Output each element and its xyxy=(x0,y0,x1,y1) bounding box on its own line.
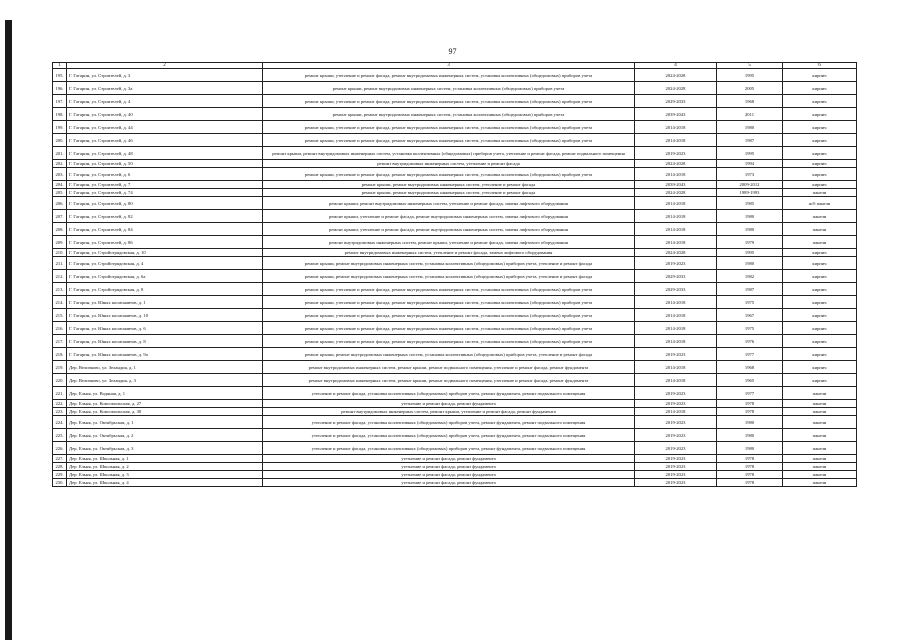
work-types-cell: ремонт крыши, ремонт внутридомовых инженерных систем, установка коллективных (общедомовых) приборов учета, утепление и ремонт фасада xyxy=(263,257,635,270)
address-cell: Г. Гагарин, ул. Строителей, д. 3а xyxy=(67,82,263,95)
wall-material-cell: панели xyxy=(783,479,857,487)
work-types-cell: утепление и ремонт фасада, ремонт фундамента xyxy=(263,400,635,408)
row-number: 195. xyxy=(53,69,67,82)
col-header: 6 xyxy=(783,63,857,69)
work-types-cell: ремонт крыши, ремонт внутридомовых инженерных систем, утепление и ремонт фасада xyxy=(263,189,635,197)
period-cell: 2019-2023 xyxy=(635,471,717,479)
period-cell: 2014-2018 xyxy=(635,361,717,374)
work-types-cell: ремонт внутридомовых инженерных систем, ремонт крыши, утепление и ремонт фасада, ремонт фундамента xyxy=(263,408,635,416)
wall-material-cell: кирпич xyxy=(783,108,857,121)
table-row xyxy=(53,210,857,223)
work-types-cell: утепление и ремонт фасада, ремонт фундамента xyxy=(263,471,635,479)
address-cell: Г. Гагарин, ул. Строителей, д. 3 xyxy=(67,69,263,82)
work-types-cell: ремонт крыши, утепление и ремонт фасада, ремонт внутридомовых инженерных систем, установка коллективных (общедомовых) приборов учета xyxy=(263,95,635,108)
table-row xyxy=(53,108,857,121)
work-types-cell: ремонт внутридомовых инженерных систем, утепление и ремонт фасада xyxy=(263,160,635,168)
wall-material-cell: кирпич xyxy=(783,270,857,283)
work-types-cell: ремонт крыши, утепление и ремонт фасада, ремонт внутридомовых инженерных систем, установка коллективных (общедомовых) приборов учета xyxy=(263,283,635,296)
col-header: 3 xyxy=(263,63,635,69)
wall-material-cell: кирпич xyxy=(783,249,857,257)
wall-material-cell: кирпич xyxy=(783,374,857,387)
wall-material-cell: панели xyxy=(783,408,857,416)
period-cell: 2029-2033 xyxy=(635,270,717,283)
address-cell: Г. Гагарин, ул. Юных космонавтов, д. 9а xyxy=(67,348,263,361)
construction-year-cell: 1979 xyxy=(717,236,783,249)
work-types-cell: ремонт внутридомовых инженерных систем, ремонт крыши, ремонт подвального помещения, утепление и ремонт фасада, ремонт фундамента xyxy=(263,361,635,374)
construction-year-cell: 1968 xyxy=(717,95,783,108)
row-number: 200. xyxy=(53,134,67,147)
construction-year-cell: 1980 xyxy=(717,442,783,455)
row-number: 218. xyxy=(53,348,67,361)
row-number: 199. xyxy=(53,121,67,134)
construction-year-cell: 1977 xyxy=(717,387,783,400)
construction-year-cell: 1987 xyxy=(717,134,783,147)
wall-material-cell: панели xyxy=(783,387,857,400)
period-cell: 2019-2023 xyxy=(635,429,717,442)
row-number: 223. xyxy=(53,408,67,416)
row-number: 203. xyxy=(53,168,67,181)
row-number: 219. xyxy=(53,361,67,374)
table-row xyxy=(53,387,857,400)
work-types-cell: ремонт крыши, ремонт внутридомовых инженерных систем, установка коллективных (общедомовых) приборов учета, утепление и ремонт фасада, ремонт подвального помещения xyxy=(263,147,635,160)
row-number: 210. xyxy=(53,249,67,257)
address-cell: Дер. Ельня, ул. Октябрьская, д. 3 xyxy=(67,442,263,455)
table-row xyxy=(53,471,857,479)
wall-material-cell: панели xyxy=(783,400,857,408)
row-number: 213. xyxy=(53,283,67,296)
address-cell: Г. Гагарин, ул. Строителей, д. 80 xyxy=(67,197,263,210)
address-cell: Дер. Ельня, ул. Школьная, д. 2 xyxy=(67,463,263,471)
row-number: 220. xyxy=(53,374,67,387)
table-row xyxy=(53,400,857,408)
construction-year-cell: 2011 xyxy=(717,108,783,121)
construction-year-cell: 2009-2012 xyxy=(717,181,783,189)
row-number: 205. xyxy=(53,189,67,197)
row-number: 201. xyxy=(53,147,67,160)
address-cell: Г. Гагарин, ул. Строителей, д. 7 xyxy=(67,181,263,189)
address-cell: Г. Гагарин, ул. Строителей, д. 40 xyxy=(67,108,263,121)
address-cell: Дер. Ельня, ул. Октябрьская, д. 2 xyxy=(67,429,263,442)
wall-material-cell: кирпич xyxy=(783,121,857,134)
work-types-cell: ремонт внутридомовых инженерных систем, ремонт крыши, ремонт подвального помещения, утепление и ремонт фасада, ремонт фундамента xyxy=(263,374,635,387)
period-cell: 2024-2028 xyxy=(635,82,717,95)
row-number: 212. xyxy=(53,270,67,283)
period-cell: 2014-2018 xyxy=(635,374,717,387)
row-number: 198. xyxy=(53,108,67,121)
period-cell: 2014-2018 xyxy=(635,408,717,416)
construction-year-cell: 1995 xyxy=(717,249,783,257)
work-types-cell: утепление и ремонт фасада, ремонт фундамента xyxy=(263,479,635,487)
work-types-cell: ремонт крыши, утепление и ремонт фасада, ремонт внутридомовых инженерных систем, замена лифтового оборудования xyxy=(263,210,635,223)
period-cell: 2014-2018 xyxy=(635,210,717,223)
period-cell: 2019-2023 xyxy=(635,416,717,429)
work-types-cell: ремонт крыши, утепление и ремонт фасада, ремонт внутридомовых инженерных систем, установка коллективных (общедомовых) приборов учета xyxy=(263,322,635,335)
table-row xyxy=(53,121,857,134)
table-row xyxy=(53,296,857,309)
row-number: 207. xyxy=(53,210,67,223)
wall-material-cell: кирпич xyxy=(783,348,857,361)
repair-program-table xyxy=(52,62,857,487)
construction-year-cell: 1989-1993 xyxy=(717,189,783,197)
table-row xyxy=(53,463,857,471)
wall-material-cell: кирпич xyxy=(783,257,857,270)
table-row xyxy=(53,160,857,168)
period-cell: 2024-2028 xyxy=(635,189,717,197)
construction-year-cell: 1980 xyxy=(717,121,783,134)
period-cell: 2014-2018 xyxy=(635,121,717,134)
row-number: 229. xyxy=(53,471,67,479)
work-types-cell: ремонт крыши, утепление и ремонт фасада, ремонт внутридомовых инженерных систем, установка коллективных (общедомовых) приборов учета xyxy=(263,296,635,309)
scan-margin-bar xyxy=(5,20,12,640)
wall-material-cell: кирпич xyxy=(783,69,857,82)
period-cell: 2039-2043 xyxy=(635,181,717,189)
table-row xyxy=(53,479,857,487)
work-types-cell: ремонт крыши, утепление и ремонт фасада, ремонт внутридомовых инженерных систем, замена лифтового оборудования xyxy=(263,223,635,236)
construction-year-cell: 1978 xyxy=(717,463,783,471)
period-cell: 2019-2023 xyxy=(635,147,717,160)
address-cell: Г. Гагарин, ул. Строителей, д. 74 xyxy=(67,189,263,197)
work-types-cell: утепление и ремонт фасада, установка коллективных (общедомовых) приборов учета, ремонт фундамента, ремонт подвального помещения xyxy=(263,387,635,400)
period-cell: 2014-2018 xyxy=(635,322,717,335)
address-cell: Г. Гагарин, ул. Строителей, д. 86 xyxy=(67,236,263,249)
table-row xyxy=(53,95,857,108)
address-cell: Дер. Ельня, ул. Комсомольская, д. 27 xyxy=(67,400,263,408)
address-cell: Дер. Ельня, ул. Комсомольская, д. 30 xyxy=(67,408,263,416)
period-cell: 2019-2023 xyxy=(635,387,717,400)
table-row xyxy=(53,257,857,270)
table-row xyxy=(53,361,857,374)
row-number: 196. xyxy=(53,82,67,95)
address-cell: Г. Гагарин, ул. Строителей, д. 46 xyxy=(67,134,263,147)
table-row xyxy=(53,223,857,236)
table-row xyxy=(53,270,857,283)
address-cell: Г. Гагарин, ул. Юных космонавтов, д. 1 xyxy=(67,296,263,309)
table-row xyxy=(53,283,857,296)
row-number: 197. xyxy=(53,95,67,108)
row-number: 228. xyxy=(53,463,67,471)
address-cell: Г. Гагарин, ул. Юных космонавтов, д. 8 xyxy=(67,335,263,348)
table-row xyxy=(53,309,857,322)
col-header: 2 xyxy=(67,63,263,69)
address-cell: Дер. Ельня, ул. Школьная, д. 3 xyxy=(67,471,263,479)
construction-year-cell: 2005 xyxy=(717,82,783,95)
row-number: 230. xyxy=(53,479,67,487)
period-cell: 2024-2028 xyxy=(635,249,717,257)
table-row xyxy=(53,147,857,160)
table-row xyxy=(53,429,857,442)
row-number: 226. xyxy=(53,442,67,455)
address-cell: Дер. Ельня, ул. Школьная, д. 1 xyxy=(67,455,263,463)
work-types-cell: ремонт крыши, ремонт внутридомовых инженерных систем, установка коллективных (общедомовых) приборов учета, утепление и ремонт фасада xyxy=(263,348,635,361)
construction-year-cell: 1968 xyxy=(717,361,783,374)
address-cell: Дер. Ельня, ул. Школьная, д. 4 xyxy=(67,479,263,487)
wall-material-cell: панели xyxy=(783,189,857,197)
work-types-cell: ремонт крыши, ремонт внутридомовых инженерных систем, установка коллективных (общедомовых) приборов учета xyxy=(263,82,635,95)
work-types-cell: ремонт крыши, утепление и ремонт фасада, ремонт внутридомовых инженерных систем, установка коллективных (общедомовых) приборов учета xyxy=(263,134,635,147)
table-row xyxy=(53,416,857,429)
address-cell: Г. Гагарин, ул. Строителей, д. 44 xyxy=(67,121,263,134)
construction-year-cell: 1978 xyxy=(717,479,783,487)
address-cell: Г. Гагарин, ул. Стройотрядовская, д. 8 xyxy=(67,283,263,296)
row-number: 227. xyxy=(53,455,67,463)
table-row xyxy=(53,335,857,348)
wall-material-cell: панели xyxy=(783,455,857,463)
construction-year-cell: 1977 xyxy=(717,348,783,361)
construction-year-cell: 1967 xyxy=(717,309,783,322)
wall-material-cell: кирпич xyxy=(783,82,857,95)
construction-year-cell: 1978 xyxy=(717,400,783,408)
table-row xyxy=(53,181,857,189)
construction-year-cell: 1982 xyxy=(717,270,783,283)
table-row xyxy=(53,189,857,197)
wall-material-cell: кирпич xyxy=(783,296,857,309)
period-cell: 2029-2033 xyxy=(635,283,717,296)
address-cell: Дер. Ельня, ул. Водяная, д. 1 xyxy=(67,387,263,400)
work-types-cell: ремонт крыши, ремонт внутридомовых инженерных систем, утепление и ремонт фасада xyxy=(263,181,635,189)
table-row xyxy=(53,322,857,335)
wall-material-cell: панели xyxy=(783,471,857,479)
construction-year-cell: 1980 xyxy=(717,429,783,442)
construction-year-cell: 1980 xyxy=(717,223,783,236)
work-types-cell: утепление и ремонт фасада, ремонт фундамента xyxy=(263,455,635,463)
period-cell: 2014-2018 xyxy=(635,223,717,236)
row-number: 209. xyxy=(53,236,67,249)
address-cell: Г. Гагарин, ул. Стройотрядовская, д. 10 xyxy=(67,249,263,257)
period-cell: 2014-2018 xyxy=(635,309,717,322)
table-row xyxy=(53,82,857,95)
table-row xyxy=(53,408,857,416)
address-cell: Г. Гагарин, ул. Строителей, д. 48 xyxy=(67,147,263,160)
wall-material-cell: кирпич xyxy=(783,335,857,348)
period-cell: 2014-2018 xyxy=(635,197,717,210)
wall-material-cell: кирпич xyxy=(783,160,857,168)
row-number: 217. xyxy=(53,335,67,348)
table-row xyxy=(53,455,857,463)
address-cell: Г. Гагарин, ул. Строителей, д. 82 xyxy=(67,210,263,223)
wall-material-cell: кирпич xyxy=(783,181,857,189)
period-cell: 2014-2018 xyxy=(635,296,717,309)
wall-material-cell: кирпич xyxy=(783,168,857,181)
row-number: 206. xyxy=(53,197,67,210)
construction-year-cell: 1994 xyxy=(717,160,783,168)
work-types-cell: утепление и ремонт фасада, установка коллективных (общедомовых) приборов учета, ремонт фундамента, ремонт подвального помещения xyxy=(263,429,635,442)
period-cell: 2019-2023 xyxy=(635,463,717,471)
work-types-cell: утепление и ремонт фасада, установка коллективных (общедомовых) приборов учета, ремонт фундамента, ремонт подвального помещения xyxy=(263,442,635,455)
wall-material-cell: панели xyxy=(783,223,857,236)
col-header: 5 xyxy=(717,63,783,69)
wall-material-cell: кирпич xyxy=(783,147,857,160)
wall-material-cell: кирпич xyxy=(783,309,857,322)
construction-year-cell: 1965 xyxy=(717,374,783,387)
table-row xyxy=(53,442,857,455)
construction-year-cell: 1978 xyxy=(717,471,783,479)
page-number: 97 xyxy=(448,47,457,56)
table-row xyxy=(53,374,857,387)
address-cell: Г. Гагарин, ул. Стройотрядовская, д. 4 xyxy=(67,257,263,270)
wall-material-cell: кирпич xyxy=(783,95,857,108)
row-number: 204. xyxy=(53,181,67,189)
row-number: 222. xyxy=(53,400,67,408)
work-types-cell: ремонт крыши, утепление и ремонт фасада, ремонт внутридомовых инженерных систем, установка коллективных (общедомовых) приборов учета xyxy=(263,69,635,82)
period-cell: 2014-2018 xyxy=(635,168,717,181)
work-types-cell: ремонт внутридомовых инженерных систем, ремонт крыши, утепление и ремонт фасада, замена лифтового оборудования xyxy=(263,236,635,249)
row-number: 202. xyxy=(53,160,67,168)
period-cell: 2019-2023 xyxy=(635,348,717,361)
wall-material-cell: панели xyxy=(783,416,857,429)
row-number: 216. xyxy=(53,322,67,335)
wall-material-cell: кирпич xyxy=(783,134,857,147)
construction-year-cell: 1985 xyxy=(717,197,783,210)
construction-year-cell: 1978 xyxy=(717,408,783,416)
row-number: 214. xyxy=(53,296,67,309)
address-cell: Г. Гагарин, ул. Строителей, д. 6 xyxy=(67,168,263,181)
work-types-cell: ремонт крыши, утепление и ремонт фасада, ремонт внутридомовых инженерных систем, установка коллективных (общедомовых) приборов учета xyxy=(263,168,635,181)
table-row xyxy=(53,249,857,257)
row-number: 224. xyxy=(53,416,67,429)
wall-material-cell: панели xyxy=(783,429,857,442)
period-cell: 2014-2018 xyxy=(635,236,717,249)
row-number: 208. xyxy=(53,223,67,236)
table-row xyxy=(53,69,857,82)
table-row xyxy=(53,236,857,249)
table-body xyxy=(53,69,857,487)
wall-material-cell: кирпич xyxy=(783,361,857,374)
construction-year-cell: 1980 xyxy=(717,210,783,223)
address-cell: Г. Гагарин, ул. Строителей, д. 84 xyxy=(67,223,263,236)
row-number: 215. xyxy=(53,309,67,322)
wall-material-cell: панели xyxy=(783,463,857,471)
work-types-cell: ремонт крыши, утепление и ремонт фасада, ремонт внутридомовых инженерных систем, установка коллективных (общедомовых) приборов учета xyxy=(263,335,635,348)
work-types-cell: ремонт крыши, ремонт внутридомовых инженерных систем, утепление и ремонт фасада, замена лифтового оборудования xyxy=(263,197,635,210)
construction-year-cell: 1987 xyxy=(717,283,783,296)
address-cell: Г. Гагарин, ул. Строителей, д. 50 xyxy=(67,160,263,168)
period-cell: 2024-2028 xyxy=(635,160,717,168)
wall-material-cell: панели xyxy=(783,210,857,223)
construction-year-cell: 1995 xyxy=(717,69,783,82)
row-number: 211. xyxy=(53,257,67,270)
work-types-cell: утепление и ремонт фасада, установка коллективных (общедомовых) приборов учета, ремонт фундамента, ремонт подвального помещения xyxy=(263,416,635,429)
period-cell: 2019-2023 xyxy=(635,400,717,408)
work-types-cell: утепление и ремонт фасада, ремонт фундамента xyxy=(263,463,635,471)
construction-year-cell: 1975 xyxy=(717,296,783,309)
period-cell: 2014-2018 xyxy=(635,335,717,348)
table-row xyxy=(53,134,857,147)
construction-year-cell: 1980 xyxy=(717,416,783,429)
construction-year-cell: 1973 xyxy=(717,168,783,181)
construction-year-cell: 1975 xyxy=(717,322,783,335)
work-types-cell: ремонт внутридомовых инженерных систем, утепление и ремонт фасада, замена лифтового оборудования xyxy=(263,249,635,257)
table-row xyxy=(53,197,857,210)
construction-year-cell: 1978 xyxy=(717,455,783,463)
address-cell: Г. Гагарин, ул. Юных космонавтов, д. 10 xyxy=(67,309,263,322)
construction-year-cell: 1976 xyxy=(717,335,783,348)
wall-material-cell: кирпич xyxy=(783,283,857,296)
address-cell: Г. Гагарин, ул. Юных космонавтов, д. 6 xyxy=(67,322,263,335)
row-number: 221. xyxy=(53,387,67,400)
address-cell: Дер. Ельня, ул. Октябрьская, д. 1 xyxy=(67,416,263,429)
period-cell: 2024-2028 xyxy=(635,69,717,82)
work-types-cell: ремонт крыши, ремонт внутридомовых инженерных систем, установка коллективных (общедомовых) приборов учета, утепление и ремонт фасада xyxy=(263,270,635,283)
period-cell: 2019-2023 xyxy=(635,257,717,270)
col-header: 4 xyxy=(635,63,717,69)
period-cell: 2014-2018 xyxy=(635,134,717,147)
address-cell: Дер. Величково, ул. Зеландия, д. 3 xyxy=(67,374,263,387)
work-types-cell: ремонт крыши, утепление и ремонт фасада, ремонт внутридомовых инженерных систем, установка коллективных (общедомовых) приборов учета xyxy=(263,309,635,322)
period-cell: 2019-2023 xyxy=(635,455,717,463)
period-cell: 2019-2023 xyxy=(635,442,717,455)
table-row xyxy=(53,168,857,181)
work-types-cell: ремонт крыши, утепление и ремонт фасада, ремонт внутридомовых инженерных систем, установка коллективных (общедомовых) приборов учета xyxy=(263,121,635,134)
col-header: 1 xyxy=(53,63,67,69)
work-types-cell: ремонт крыши, ремонт внутридомовых инженерных систем, установка коллективных (общедомовых) приборов учета xyxy=(263,108,635,121)
row-number: 225. xyxy=(53,429,67,442)
address-cell: Г. Гагарин, ул. Стройотрядовская, д. 6а xyxy=(67,270,263,283)
construction-year-cell: 1980 xyxy=(717,257,783,270)
address-cell: Г. Гагарин, ул. Строителей, д. 4 xyxy=(67,95,263,108)
wall-material-cell: панели xyxy=(783,442,857,455)
wall-material-cell: ж/б панели xyxy=(783,197,857,210)
table-row xyxy=(53,348,857,361)
period-cell: 2029-2033 xyxy=(635,95,717,108)
wall-material-cell: панели xyxy=(783,236,857,249)
wall-material-cell: кирпич xyxy=(783,322,857,335)
address-cell: Дер. Величково, ул. Зеландия, д. 1 xyxy=(67,361,263,374)
construction-year-cell: 1995 xyxy=(717,147,783,160)
period-cell: 2039-2043 xyxy=(635,108,717,121)
period-cell: 2019-2023 xyxy=(635,479,717,487)
